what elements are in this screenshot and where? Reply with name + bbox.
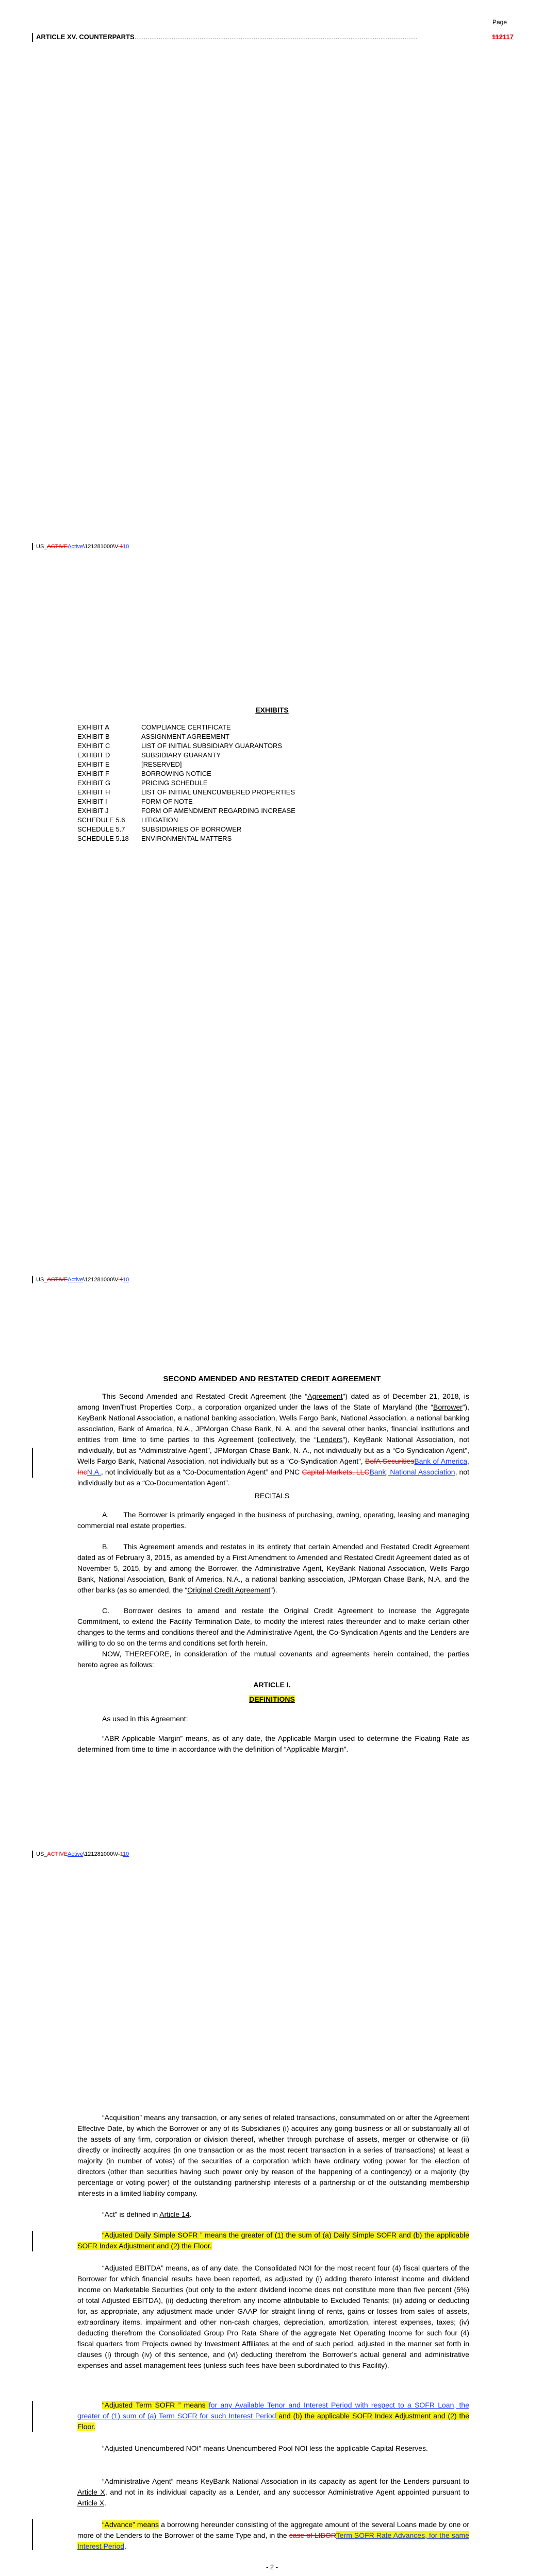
toc-entry-label: ARTICLE XV. COUNTERPARTS (36, 33, 135, 41)
exhibit-code: EXHIBIT E (77, 760, 110, 768)
exhibit-row (77, 835, 469, 842)
exhibit-code: EXHIBIT D (77, 751, 110, 759)
def-adjusted-term-sofr: “Adjusted Term SOFR ” means for any Available Tenor and Interest Period with respect to a SOFR Loan, the greater of (1) sum of (a) Term SOFR for such Interest Period and (b) the applicable SOFR Index Adjustment and (2) the Floor. (77, 2401, 469, 2431)
change-bar (32, 2401, 33, 2432)
exhibit-name: LIST OF INITIAL SUBSIDIARY GUARANTORS (141, 742, 283, 750)
exhibit-name: PRICING SCHEDULE (141, 779, 208, 787)
def-acquisition: “Acquisition” means any transaction, or any series of related transactions, consummated on or after the Agreement Effective Date, by which the Borrower or any of its Subsidiaries (i) acquires any going business or all or substantially all of the assets of any firm, corporation or division thereof, whether through purchase of assets, merger or otherwise or (ii) directly or indirectly acquires (in one transaction or as the most recent transaction in a series of transactions) at least a majority (in number of votes) of the securities of a corporation which have ordinary voting power for the election of directors (other than securities having such power only by reason of the happening of a contingency) or a majority (by percentage or voting power) of the outstanding partnership interests of a partnership or of the outstanding membership interests in a limited liability company. (77, 2113, 469, 2197)
exhibit-name: BORROWING NOTICE (141, 770, 211, 777)
exhibit-row (77, 807, 469, 815)
change-bar (32, 1276, 33, 1283)
toc-page-heading: Page (492, 19, 507, 26)
exhibit-row (77, 760, 469, 768)
exhibit-code: SCHEDULE 5.6 (77, 816, 125, 824)
exhibit-name: SUBSIDIARIES OF BORROWER (141, 825, 242, 833)
page-footer-docid: US_ACTIVEActive\121281000\V-110 (36, 544, 129, 550)
page-number: - 2 - (266, 2563, 278, 2571)
now-therefore: NOW, THEREFORE, in consideration of the mutual covenants and agreements herein contained, the parties hereto agree as follows: (77, 1650, 469, 1669)
toc-leader: ........................................................................................................................................................ (134, 33, 418, 41)
exhibit-code: EXHIBIT B (77, 733, 110, 740)
exhibit-row (77, 770, 469, 777)
exhibit-name: [RESERVED] (141, 760, 182, 768)
page-footer-docid: US_ACTIVEActive\121281000\V-110 (36, 1851, 129, 1857)
exhibit-name: SUBSIDIARY GUARANTY (141, 751, 221, 759)
def-adjusted-daily-simple-sofr: “Adjusted Daily Simple SOFR ” means the greater of (1) the sum of (a) Daily Simple SOFR and (b) the applicable SOFR Index Adjustment and (2) the Floor. (77, 2231, 469, 2250)
recital-a: A. The Borrower is primarily engaged in the business of purchasing, owning, operating, leasing and managing commercial real estate properties. (77, 1511, 469, 1530)
exhibit-code: EXHIBIT A (77, 723, 109, 731)
toc-entry-article-xv[interactable] (36, 33, 510, 41)
agreement-title: SECOND AMENDED AND RESTATED CREDIT AGREEMENT (163, 1375, 381, 1383)
exhibit-name: ASSIGNMENT AGREEMENT (141, 733, 229, 740)
exhibit-code: EXHIBIT F (77, 770, 109, 777)
exhibit-code: SCHEDULE 5.18 (77, 835, 129, 842)
toc-page-number (491, 33, 514, 41)
exhibit-row (77, 733, 469, 740)
toc-page-number-inserted: 117 (502, 33, 514, 41)
exhibit-code: EXHIBIT H (77, 788, 110, 796)
exhibit-row (77, 723, 469, 731)
def-administrative-agent: “Administrative Agent” means KeyBank National Association in its capacity as agent for the Lenders pursuant to Article X, and not in its individual capacity as a Lender, and any successor Administrative Agent appointed pursuant to Article X. (77, 2477, 469, 2507)
toc-page-number-deleted: 112 (492, 33, 503, 41)
exhibit-row (77, 825, 469, 833)
exhibit-row (77, 798, 469, 805)
def-adjusted-ebitda: “Adjusted EBITDA” means, as of any date, the Consolidated NOI for the most recent four (4) fiscal quarters of the Borrower for which financial results have been reported, as adjusted by (i) adding thereto interest income and dividend income on Marketable Securities (but only to the extent dividend income does not constitute more than five percent (5%) of total Adjusted EBITDA), (ii) deducting therefrom any income attributable to Excluded Tenants; (iii) adding or deducting for, as appropriate, any adjustment made under GAAP for straight lining of rents, gains or losses from sales of assets, extraordinary items, impairment and other non-cash charges, depreciation, amortization, interest expenses, taxes; (iv) deducting therefrom the Consolidated Group Pro Rata Share of the aggregate Net Operating Income for such four (4) fiscal quarters from Projects owned by Investment Affiliates at the end of such period, adjusted in the manner set forth in clauses (i) through (iv) of this sentence, and (vi) deducting therefrom the Borrower’s actual general and administrative expenses and asset management fees (unless such fees have been subordinated to this Facility). (77, 2264, 469, 2369)
definitions-heading: DEFINITIONS (249, 1695, 295, 1703)
exhibit-name: COMPLIANCE CERTIFICATE (141, 723, 231, 731)
def-advance: “Advance” means a borrowing hereunder consisting of the aggregate amount of the several Loans made by one or more of the Lenders to the Borrower of the same Type and, in the case of LIBORTerm SOFR Rate Advances, for the same Interest Period. (77, 2520, 470, 2550)
exhibit-name: LIST OF INITIAL UNENCUMBERED PROPERTIES (141, 788, 295, 796)
page-footer-docid: US_ACTIVEActive\121281000\V-110 (36, 1277, 129, 1283)
exhibit-code: EXHIBIT J (77, 807, 109, 815)
recitals-heading: RECITALS (254, 1492, 290, 1500)
def-act: “Act” is defined in Article 14. (102, 2210, 192, 2218)
exhibit-name: FORM OF AMENDMENT REGARDING INCREASE (141, 807, 295, 815)
as-used: As used in this Agreement: (102, 1715, 188, 1723)
exhibit-code: EXHIBIT G (77, 779, 111, 787)
exhibit-code: SCHEDULE 5.7 (77, 825, 125, 833)
change-bar (32, 33, 33, 42)
change-bar (32, 1448, 33, 1478)
change-bar (32, 1851, 33, 1858)
exhibits-title: EXHIBITS (255, 706, 289, 714)
exhibit-name: FORM OF NOTE (141, 798, 193, 805)
change-bar (32, 543, 33, 550)
exhibit-code: EXHIBIT I (77, 798, 107, 805)
exhibit-row (77, 751, 469, 759)
exhibit-name: ENVIRONMENTAL MATTERS (141, 835, 232, 842)
exhibit-code: EXHIBIT C (77, 742, 110, 750)
exhibit-row (77, 816, 469, 824)
exhibit-row (77, 788, 469, 796)
recital-b: B. This Agreement amends and restates in its entirety that certain Amended and Restated Credit Agreement dated as of February 3, 2015, as amended by a First Amendment to Amended and Restated Credit Agreement dated as of November 5, 2015, by and among the Borrower, the Administrative Agent, KeyBank National Association, Wells Fargo Bank, National Association, Bank of America, N.A., a national banking association, JPMorgan Chase Bank, N.A. and the other banks (as so amended, the “Original Credit Agreement”). (77, 1543, 469, 1594)
exhibit-row (77, 779, 469, 787)
change-bar (32, 2519, 33, 2550)
agreement-intro: This Second Amended and Restated Credit Agreement (the “Agreement”) dated as of December 21, 2018, is among InvenTrust Properties Corp., a corporation organized under the laws of the State of Maryland (the “Borrower”), KeyBank National Association, a national banking association, Wells Fargo Bank, National Association, a national banking association, Bank of America, N.A., JPMorgan Chase Bank, N. A. and the several other banks, financial institutions and entities from time to time parties to this Agreement (collectively, the “Lenders”), KeyBank National Association, not individually, but as “Administrative Agent”, JPMorgan Chase Bank, N. A., not individually but as a “Co-Syndication Agent”, Wells Fargo Bank, National Association, not individually but as a “Co-Syndication Agent”, BofA SecuritiesBank of America, IncN.A., not individually but as a “Co-Documentation Agent” and PNC Capital Markets, LLCBank, National Association, not individually but as a “Co-Documentation Agent”. (77, 1392, 470, 1487)
def-adjusted-unencumbered-noi: “Adjusted Unencumbered NOI” means Unencumbered Pool NOI less the applicable Capital Reserves. (102, 2444, 428, 2452)
exhibit-name: LITIGATION (141, 816, 178, 824)
recital-c: C. Borrower desires to amend and restate the Original Credit Agreement to increase the Aggregate Commitment, to extend the Facility Termination Date, to modify the interest rates thereunder and to make certain other changes to the terms and conditions thereof and the Administrative Agent, the Co-Syndication Agents and the Lenders are willing to do so on the terms and conditions set forth herein. (77, 1606, 469, 1647)
article-i-heading: ARTICLE I. (253, 1681, 291, 1689)
exhibit-row (77, 742, 469, 750)
change-bar (32, 2231, 33, 2251)
def-abr-applicable-margin: “ABR Applicable Margin” means, as of any date, the Applicable Margin used to determine the Floating Rate as determined from time to time in accordance with the definition of “Applicable Margin”. (77, 1734, 469, 1753)
